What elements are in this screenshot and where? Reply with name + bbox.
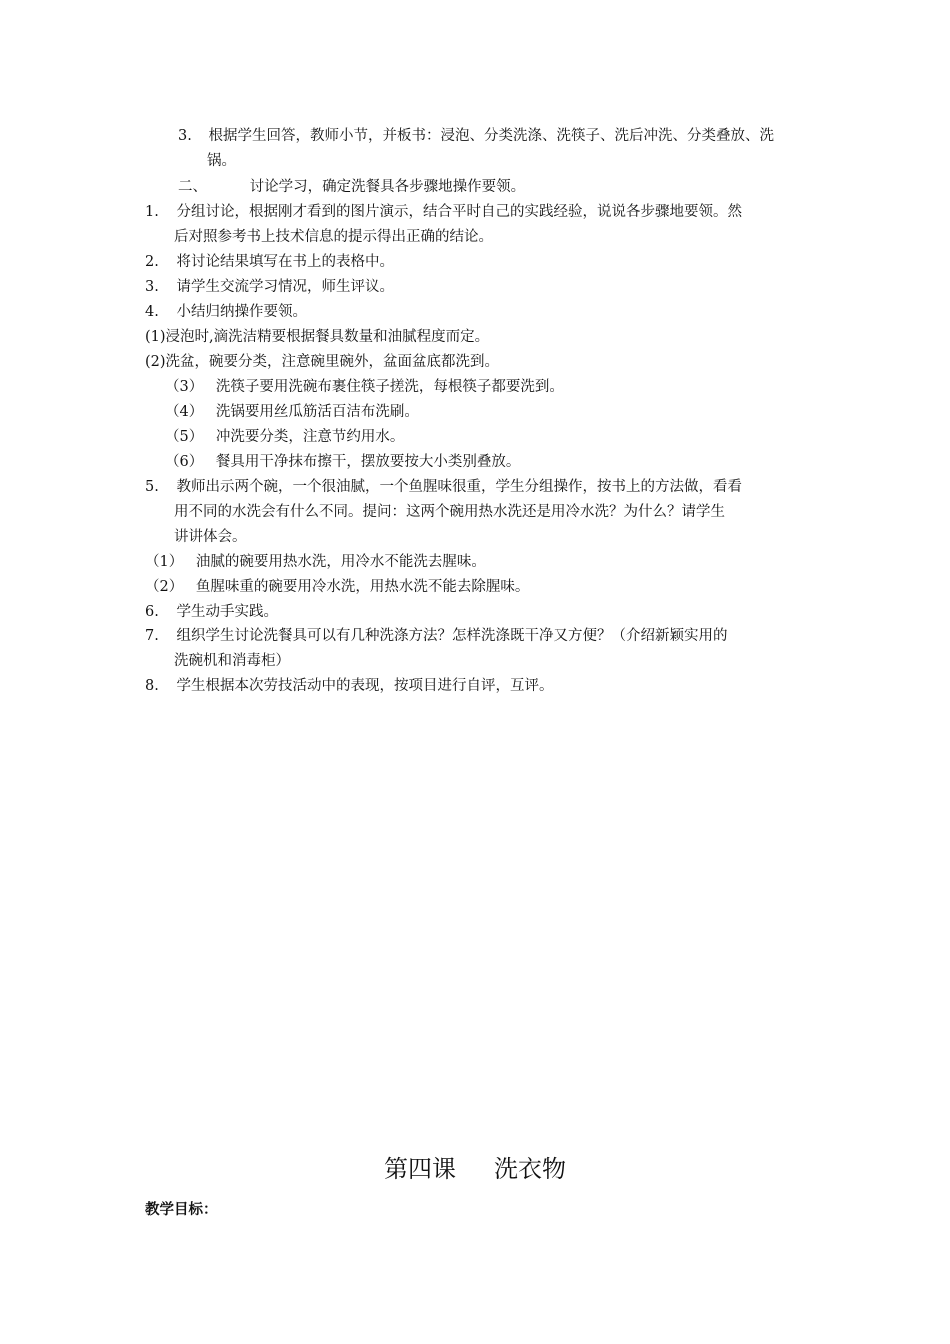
section-text: 讨论学习，确定洗餐具各步骤地操作要领。	[249, 179, 526, 195]
lesson-name: 洗衣物	[494, 1155, 566, 1183]
sub-text: 冲洗要分类，注意节约用水。	[215, 429, 405, 445]
sub-item	[145, 577, 529, 597]
lesson-title	[0, 1152, 950, 1186]
list-text-continuation: 用不同的水洗会有什么不同。提问：这两个碗用热水洗还是用冷水洗？为什么？请学生	[174, 504, 725, 520]
sub-number: （6）	[165, 454, 204, 470]
list-item	[145, 252, 394, 272]
sub-number: （1）	[145, 554, 184, 570]
list-text: 将讨论结果填写在书上的表格中。	[176, 254, 394, 270]
sub-item: (1)浸泡时,滴洗洁精要根据餐具数量和油腻程度而定。	[145, 329, 490, 345]
list-item	[145, 602, 278, 622]
sub-text: 餐具用干净抹布擦干，摆放要按大小类别叠放。	[215, 454, 521, 470]
sub-item	[165, 402, 419, 422]
list-text-continuation: 后对照参考书上技术信息的提示得出正确的结论。	[174, 229, 493, 245]
list-item	[145, 277, 394, 297]
list-item	[145, 676, 553, 696]
list-number: 6.	[145, 604, 159, 620]
sub-item	[145, 552, 486, 572]
list-item	[145, 477, 742, 497]
list-item	[145, 302, 307, 322]
list-text: 请学生交流学习情况，师生评议。	[176, 279, 394, 295]
list-text: 教师出示两个碗，一个很油腻，一个鱼腥味很重，学生分组操作，按书上的方法做，看看	[176, 479, 742, 495]
list-text: 根据学生回答，教师小节，并板书：浸泡、分类洗涤、洗筷子、洗后冲洗、分类叠放、洗	[208, 128, 774, 144]
sub-number: （4）	[165, 404, 204, 420]
list-text-continuation: 锅。	[207, 153, 236, 169]
list-text: 学生根据本次劳技活动中的表现，按项目进行自评，互评。	[176, 678, 554, 694]
list-item	[178, 126, 774, 146]
list-number: 4.	[145, 304, 159, 320]
list-text-continuation: 讲讲体会。	[174, 529, 247, 545]
list-number: 3.	[178, 128, 192, 144]
lesson-number: 第四课	[384, 1155, 456, 1183]
sub-text: 洗筷子要用洗碗布裹住筷子搓洗，每根筷子都要洗到。	[215, 379, 564, 395]
sub-number: （3）	[165, 379, 204, 395]
sub-item: (2)洗盆，碗要分类，注意碗里碗外，盆面盆底都洗到。	[145, 354, 500, 370]
sub-item	[165, 377, 564, 397]
list-text: 学生动手实践。	[176, 604, 278, 620]
sub-text: 鱼腥味重的碗要用冷水洗，用热水洗不能去除腥味。	[195, 579, 530, 595]
list-number: 3.	[145, 279, 159, 295]
list-text: 小结归纳操作要领。	[176, 304, 307, 320]
list-number: 7.	[145, 628, 159, 644]
sub-number: （5）	[165, 429, 204, 445]
sub-item	[165, 427, 404, 447]
objectives-heading: 教学目标：	[145, 1201, 218, 1218]
list-number: 1.	[145, 204, 159, 220]
section-heading	[178, 177, 525, 197]
sub-text: 油腻的碗要用热水洗，用冷水不能洗去腥味。	[195, 554, 486, 570]
sub-text: 洗锅要用丝瓜筋活百洁布洗刷。	[215, 404, 419, 420]
list-number: 8.	[145, 678, 159, 694]
list-text: 分组讨论，根据刚才看到的图片演示，结合平时自己的实践经验，说说各步骤地要领。然	[176, 204, 742, 220]
list-number: 5.	[145, 479, 159, 495]
list-text-continuation: 洗碗机和消毒柜）	[174, 653, 290, 669]
list-item	[145, 626, 727, 646]
sub-item	[165, 452, 520, 472]
section-number: 二、	[178, 179, 207, 195]
list-text: 组织学生讨论洗餐具可以有几种洗涤方法？怎样洗涤既干净又方便？（介绍新颖实用的	[176, 628, 728, 644]
list-number: 2.	[145, 254, 159, 270]
list-item	[145, 202, 742, 222]
sub-number: （2）	[145, 579, 184, 595]
